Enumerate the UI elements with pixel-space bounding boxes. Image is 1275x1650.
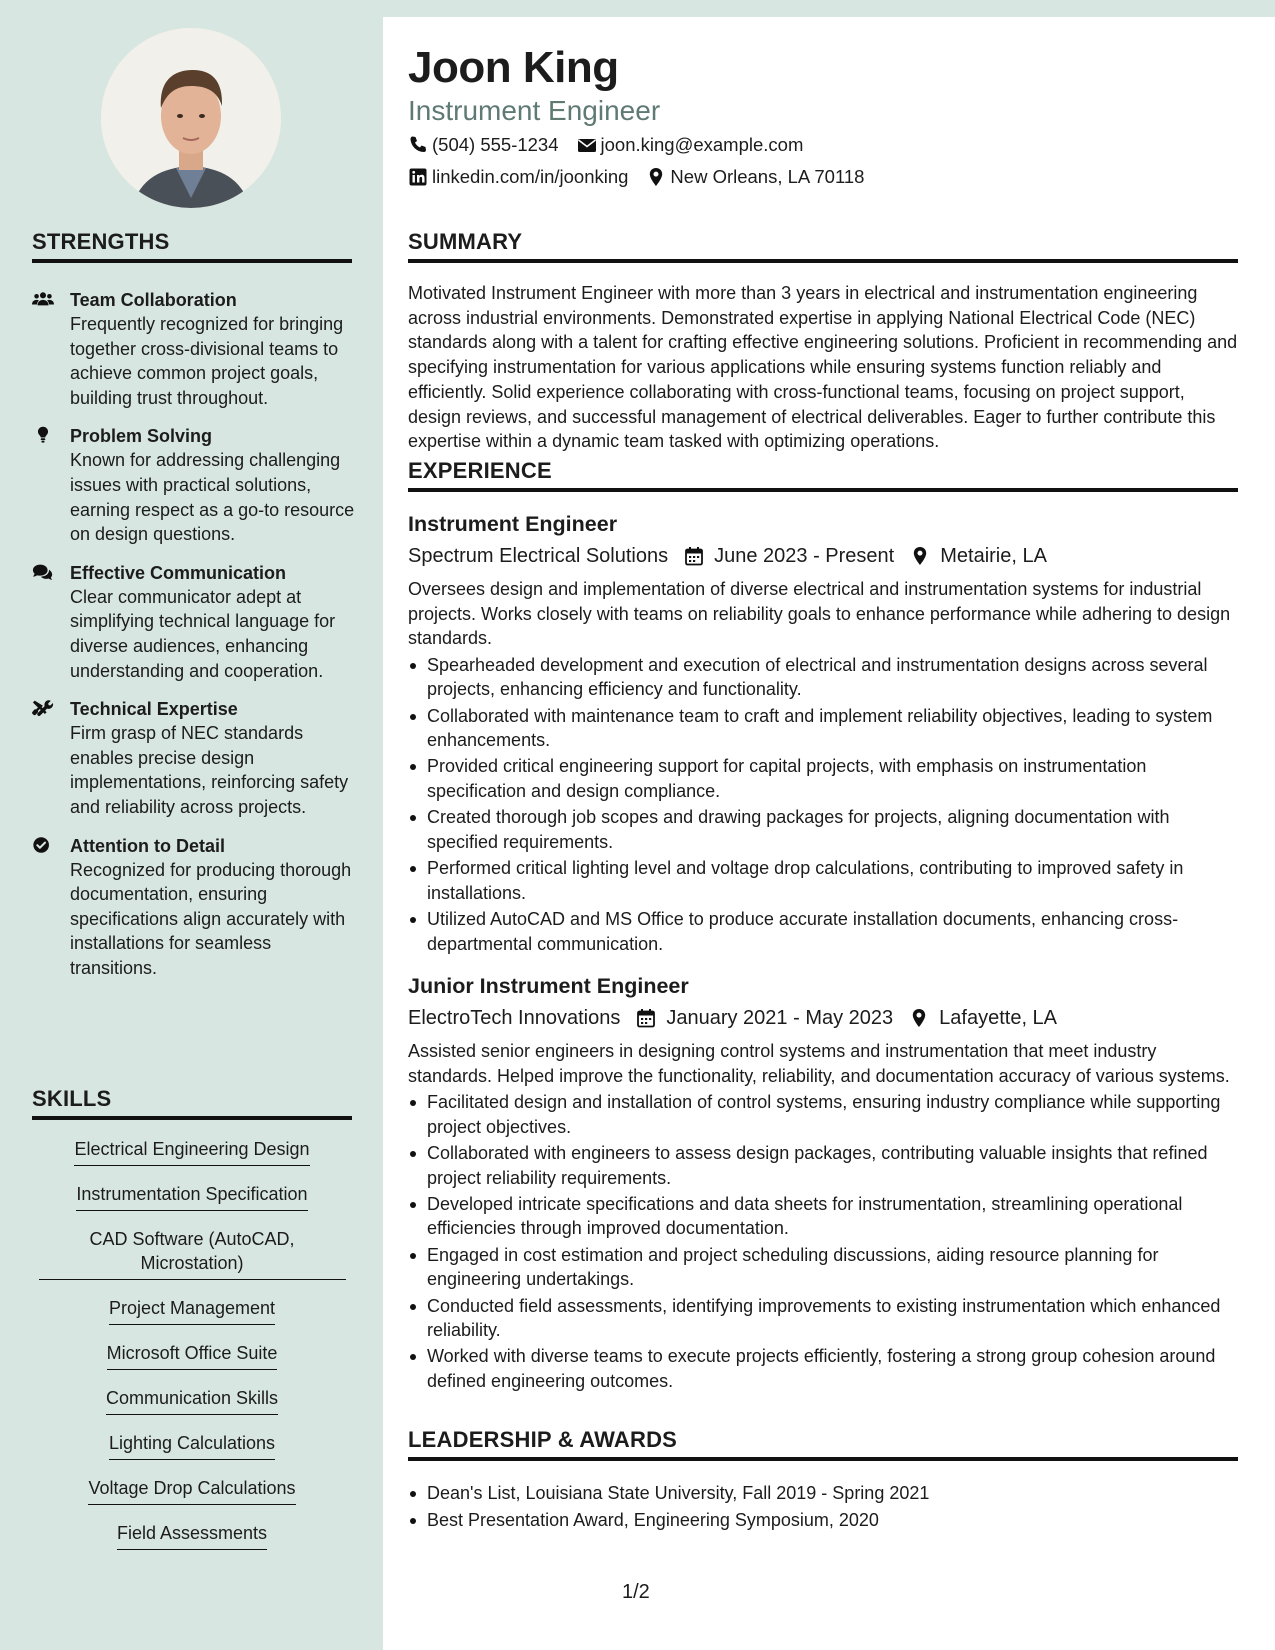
strength-title: Team Collaboration [70, 290, 237, 310]
awards-heading: LEADERSHIP & AWARDS [408, 1427, 1238, 1461]
job-meta [408, 1004, 1238, 1032]
profile-photo [101, 28, 281, 208]
job-dates [636, 1004, 893, 1032]
check-circle-icon [32, 834, 70, 981]
location-text: New Orleans, LA 70118 [670, 166, 865, 187]
job-entry [408, 510, 1238, 957]
map-pin-icon [910, 546, 930, 566]
candidate-title: Instrument Engineer [408, 95, 661, 126]
summary-heading: SUMMARY [408, 229, 1238, 263]
job-meta [408, 542, 1238, 570]
awards-section [408, 1479, 1238, 1532]
email-contact[interactable] [577, 134, 804, 156]
strength-item [32, 697, 362, 819]
skill-item: Voltage Drop Calculations [88, 1476, 295, 1505]
linkedin-text: linkedin.com/in/joonking [432, 166, 629, 187]
job-title: Instrument Engineer [408, 512, 618, 536]
bullet-item: Provided critical engineering support for capital projects, with emphasis on instrumentation specification and design compliance. [408, 754, 1238, 803]
bullet-item: Developed intricate specifications and data sheets for instrumentation, streamlining operational efficiencies through improved documentation. [408, 1192, 1238, 1241]
users-icon [32, 288, 70, 410]
sidebar [0, 0, 383, 1650]
bullet-item: Facilitated design and installation of control systems, ensuring industry compliance while supporting project objectives. [408, 1090, 1238, 1139]
job-description: Assisted senior engineers in designing control systems and instrumentation that meet industry standards. Helped improve the functionality, reliability, and documentation accuracy of various systems. [408, 1041, 1230, 1086]
job-dates [684, 542, 894, 570]
linkedin-icon [408, 167, 428, 187]
awards-list [408, 1481, 1238, 1532]
experience-heading: EXPERIENCE [408, 458, 1238, 492]
bullet-item: Engaged in cost estimation and project scheduling discussions, aiding resource planning for engineering undertakings. [408, 1243, 1238, 1292]
bullet-item: Collaborated with engineers to assess design packages, contributing valuable insights that refined project reliability requirements. [408, 1141, 1238, 1190]
main-content [383, 17, 1275, 1650]
strength-title: Effective Communication [70, 562, 287, 583]
job-location [909, 1004, 1057, 1032]
skill-item: Field Assessments [117, 1521, 267, 1550]
candidate-name: Joon King [408, 43, 619, 92]
bullet-item: Utilized AutoCAD and MS Office to produce accurate installation documents, enhancing cross-departmental communication. [408, 907, 1238, 956]
location-contact [646, 166, 864, 188]
contact-row-2 [408, 166, 882, 188]
phone-text: (504) 555-1234 [432, 134, 559, 155]
skill-item: Project Management [109, 1296, 275, 1325]
job-dates-text: June 2023 - Present [714, 545, 895, 567]
bullet-item: Created thorough job scopes and drawing packages for projects, aligning documentation with specified requirements. [408, 805, 1238, 854]
strength-item [32, 288, 362, 410]
company-name: Spectrum Electrical Solutions [408, 545, 669, 567]
calendar-icon [636, 1008, 656, 1028]
phone-contact[interactable] [408, 134, 559, 156]
skill-item: Electrical Engineering Design [74, 1137, 309, 1166]
skill-item: Communication Skills [106, 1386, 278, 1415]
contact-row-1 [408, 134, 821, 156]
strength-desc: Known for addressing challenging issues with practical solutions, earning respect as a go-to resource on design questions. [70, 450, 355, 545]
strength-desc: Recognized for producing thorough documentation, ensuring specifications align accurately with installations for seamless transitions. [70, 859, 352, 978]
skill-item: Lighting Calculations [109, 1431, 275, 1460]
calendar-icon [684, 546, 704, 566]
job-description: Oversees design and implementation of diverse electrical and instrumentation systems for industrial projects. Works closely with teams on reliability goals to enhance performance while adhering to design standards. [408, 579, 1231, 649]
skills-list [32, 1137, 352, 1566]
award-item: Dean's List, Louisiana State University, Fall 2019 - Spring 2021 [408, 1481, 1238, 1506]
map-pin-icon [646, 167, 666, 187]
job-dates-text: January 2021 - May 2023 [666, 1007, 894, 1029]
job-location-text: Lafayette, LA [939, 1007, 1058, 1029]
bullet-item: Spearheaded development and execution of electrical and instrumentation designs across several projects, enhancing efficiency and functionality. [408, 653, 1238, 702]
page-number: 1/2 [622, 1581, 650, 1603]
strengths-heading: STRENGTHS [32, 229, 352, 263]
strengths-list [32, 288, 362, 994]
phone-icon [408, 135, 428, 155]
job-bullets [408, 653, 1238, 957]
job-bullets [408, 1090, 1238, 1394]
envelope-icon [577, 135, 597, 155]
email-text: joon.king@example.com [600, 134, 804, 155]
strength-title: Attention to Detail [70, 835, 225, 856]
bullet-item: Collaborated with maintenance team to craft and implement reliability objectives, leading to system enhancements. [408, 704, 1238, 753]
strength-desc: Firm grasp of NEC standards enables precise design implementations, reinforcing safety and reliability across projects. [70, 723, 349, 817]
strength-item [32, 424, 362, 546]
strength-desc: Frequently recognized for bringing together cross-divisional teams to achieve common project goals, building trust throughout. [70, 314, 344, 408]
company-name: ElectroTech Innovations [408, 1007, 621, 1029]
job-location [910, 542, 1047, 570]
comments-icon [32, 561, 70, 683]
summary-text: Motivated Instrument Engineer with more than 3 years in electrical and instrumentation engineering across industrial environments. Demonstrated expertise in applying National Electrical Code (NEC) standards along with a talent for crafting effective engineering solutions. Proficient in recommending and specifying instrumentation for various applications while ensuring systems function reliably and efficiently. Solid experience collaborating with cross-functional teams, focusing on project support, design reviews, and successful management of electrical deliverables. Eager to further contribute this expertise within a dynamic team tasked with optimizing operations. [408, 283, 1238, 452]
tools-icon [32, 697, 70, 819]
skill-item: CAD Software (AutoCAD, Microstation) [39, 1227, 346, 1280]
map-pin-icon [909, 1008, 929, 1028]
job-location-text: Metairie, LA [940, 545, 1047, 567]
award-item: Best Presentation Award, Engineering Symposium, 2020 [408, 1508, 1238, 1533]
strength-item [32, 834, 362, 981]
strength-item [32, 561, 362, 683]
strength-title: Problem Solving [70, 426, 213, 447]
skill-item: Microsoft Office Suite [107, 1341, 278, 1370]
bullet-item: Performed critical lighting level and voltage drop calculations, contributing to improved safety in installations. [408, 856, 1238, 905]
bullet-item: Conducted field assessments, identifying improvements to existing instrumentation which enhanced reliability. [408, 1294, 1238, 1343]
skills-heading: SKILLS [32, 1086, 352, 1120]
linkedin-contact[interactable] [408, 166, 628, 188]
job-title: Junior Instrument Engineer [408, 974, 689, 998]
strength-desc: Clear communicator adept at simplifying technical language for diverse audiences, enhancing understanding and cooperation. [70, 586, 336, 681]
skill-item: Instrumentation Specification [76, 1182, 307, 1211]
job-entry [408, 972, 1238, 1394]
lightbulb-icon [32, 424, 70, 546]
bullet-item: Worked with diverse teams to execute projects efficiently, fostering a strong group cohesion around defined engineering outcomes. [408, 1344, 1238, 1393]
strength-title: Technical Expertise [70, 699, 238, 720]
